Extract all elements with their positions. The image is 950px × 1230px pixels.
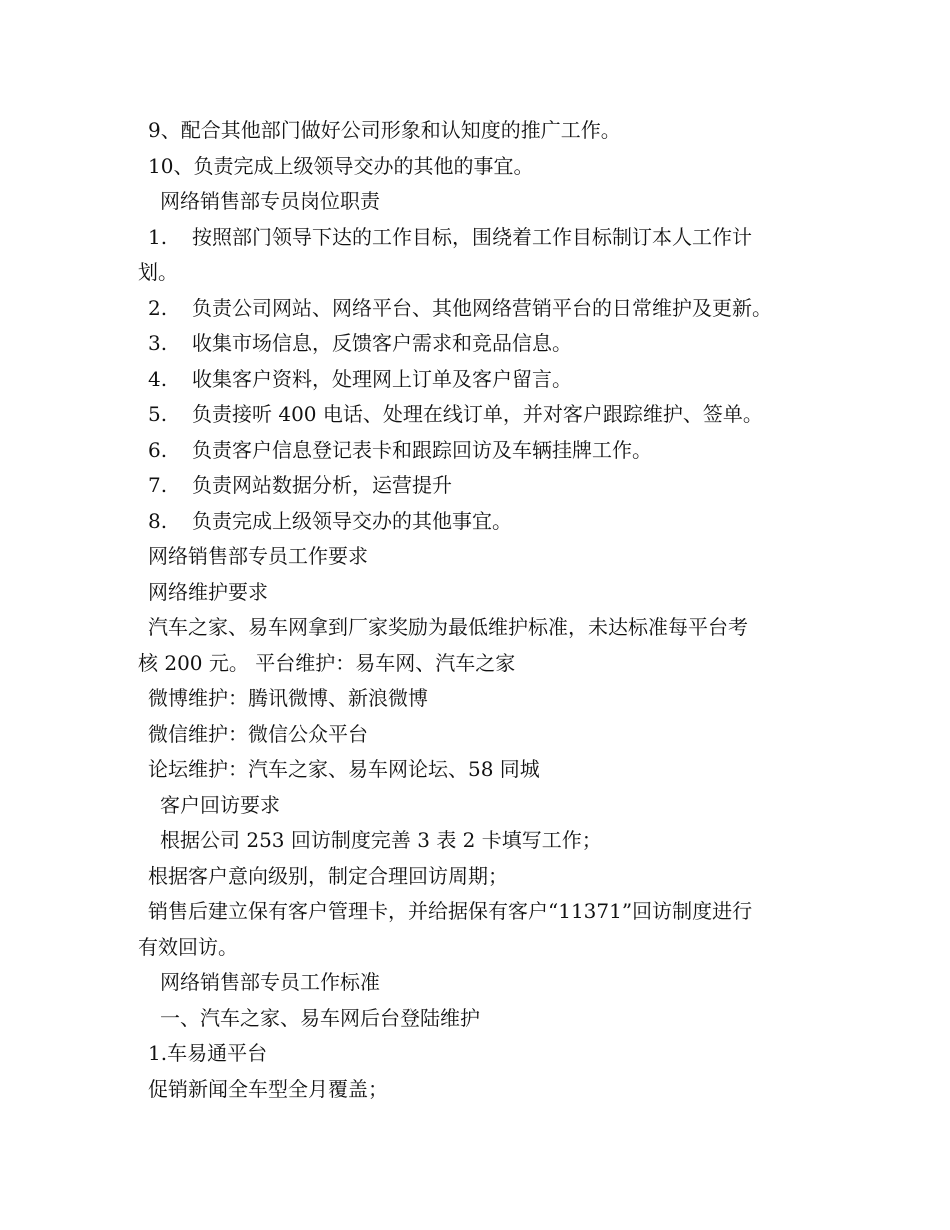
- list-item: [138, 220, 818, 256]
- list-item: [138, 326, 818, 362]
- line-text: 按照部门领导下达的工作目标，围绕着工作目标制订本人工作计: [192, 224, 752, 249]
- document-body: [138, 113, 818, 1107]
- list-number: 8.: [148, 508, 168, 533]
- subsection-heading: [138, 1001, 818, 1037]
- line-text: 负责接听 400 电话、处理在线订单，并对客户跟踪维护、签单。: [192, 402, 763, 426]
- subsection-heading: [138, 788, 818, 824]
- paragraph-line: [138, 717, 818, 753]
- paragraph-line: [138, 681, 818, 717]
- section-heading: [138, 965, 818, 1001]
- paragraph-line: [138, 859, 818, 895]
- line-text: 根据客户意向级别，制定合理回访周期；: [148, 863, 508, 888]
- line-text: 客户回访要求: [160, 792, 280, 817]
- paragraph-line: [138, 113, 818, 149]
- list-number: 7.: [148, 473, 168, 497]
- list-item: [138, 433, 818, 469]
- line-text: 汽车之家、易车网拿到厂家奖励为最低维护标准，未达标准每平台考: [148, 615, 748, 639]
- paragraph-line: [138, 149, 818, 185]
- paragraph-line: [138, 255, 818, 291]
- section-heading: [138, 539, 818, 575]
- list-item: [138, 291, 818, 327]
- paragraph-line: [138, 823, 818, 859]
- line-text: 微信维护：微信公众平台: [148, 721, 368, 746]
- line-text: 有效回访。: [138, 934, 238, 959]
- subsection-heading: [138, 1036, 818, 1072]
- list-number: 5.: [148, 402, 168, 426]
- line-text: 根据公司 253 回访制度完善 3 表 2 卡填写工作；: [160, 828, 602, 852]
- line-text: 微博维护：腾讯微博、新浪微博: [148, 686, 428, 710]
- line-text: 1.车易通平台: [148, 1041, 268, 1065]
- line-text: 网络销售部专员工作要求: [148, 544, 368, 568]
- paragraph-line: [138, 646, 818, 682]
- paragraph-line: [138, 894, 818, 930]
- line-text: 10、负责完成上级领导交办的其他的事宜。: [148, 153, 534, 178]
- line-text: 网络销售部专员工作标准: [160, 970, 380, 994]
- line-text: 收集市场信息，反馈客户需求和竞品信息。: [192, 331, 572, 355]
- line-text: 负责网站数据分析，运营提升: [192, 473, 452, 497]
- list-number: 1.: [148, 224, 168, 249]
- line-text: 收集客户资料，处理网上订单及客户留言。: [192, 366, 572, 391]
- list-number: 4.: [148, 366, 168, 391]
- paragraph-line: [138, 610, 818, 646]
- list-item: [138, 504, 818, 540]
- list-item: [138, 362, 818, 398]
- line-text: 网络销售部专员岗位职责: [160, 189, 380, 213]
- line-text: 负责完成上级领导交办的其他事宜。: [192, 508, 512, 533]
- list-number: 3.: [148, 331, 168, 355]
- line-text: 划。: [138, 260, 178, 284]
- paragraph-line: [138, 1072, 818, 1108]
- line-text: 负责公司网站、网络平台、其他网络营销平台的日常维护及更新。: [192, 295, 772, 320]
- line-text: 销售后建立保有客户管理卡，并给据保有客户“11371”回访制度进行: [148, 899, 753, 923]
- paragraph-line: [138, 752, 818, 788]
- line-text: 9、配合其他部门做好公司形象和认知度的推广工作。: [148, 118, 621, 142]
- subsection-heading: [138, 575, 818, 611]
- list-number: 2.: [148, 295, 168, 320]
- line-text: 网络维护要求: [148, 579, 268, 604]
- line-text: 核 200 元。 平台维护：易车网、汽车之家: [138, 650, 516, 675]
- list-item: [138, 397, 818, 433]
- list-item: [138, 468, 818, 504]
- line-text: 一、汽车之家、易车网后台登陆维护: [160, 1005, 480, 1030]
- line-text: 论坛维护：汽车之家、易车网论坛、58 同城: [148, 757, 540, 781]
- paragraph-line: [138, 930, 818, 966]
- list-number: 6.: [148, 437, 168, 462]
- line-text: 负责客户信息登记表卡和跟踪回访及车辆挂牌工作。: [192, 437, 652, 462]
- line-text: 促销新闻全车型全月覆盖；: [148, 1076, 388, 1101]
- section-heading: [138, 184, 818, 220]
